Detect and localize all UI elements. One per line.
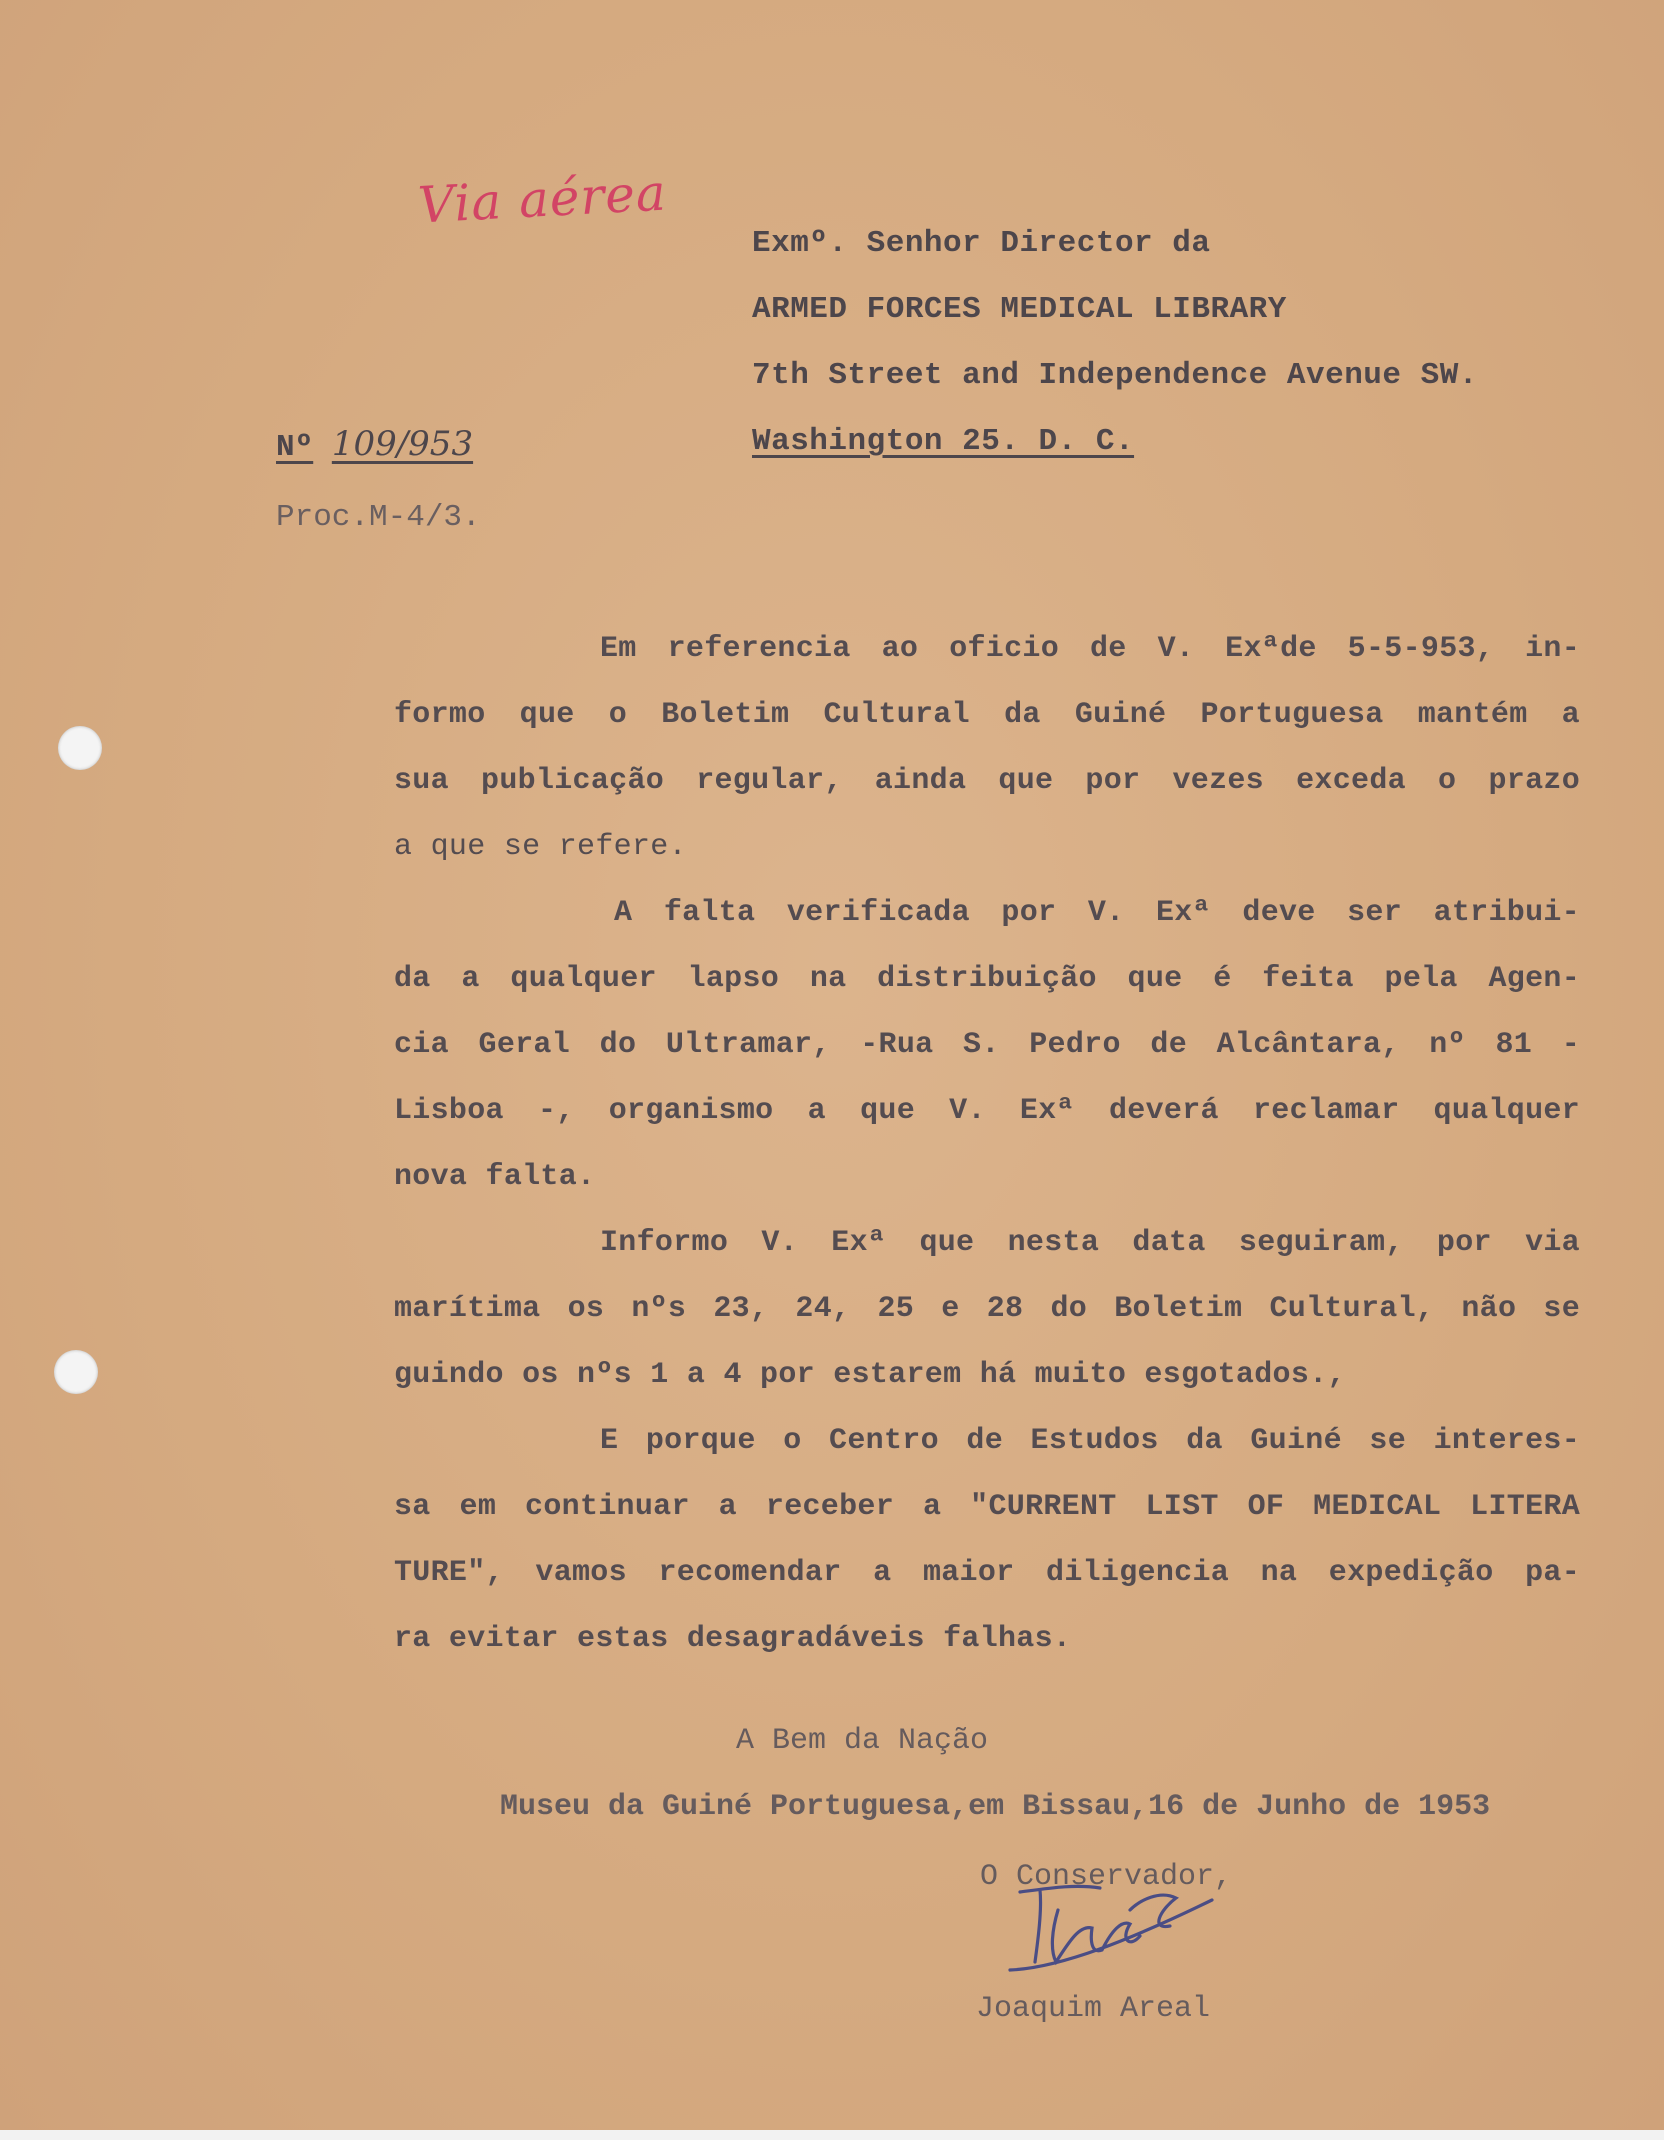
- signature-icon: [980, 1870, 1280, 1990]
- body-line: formo que o Boletim Cultural da Guiné Portuguesa mantém a: [394, 698, 1580, 732]
- body-line: sua publicação regular, ainda que por vezes exceda o prazo: [394, 764, 1580, 798]
- body-line: marítima os nºs 23, 24, 25 e 28 do Boletim Cultural, não se: [394, 1292, 1580, 1326]
- address-line-3: 7th Street and Independence Avenue SW.: [752, 358, 1478, 393]
- body-line: guindo os nºs 1 a 4 por estarem há muito esgotados.,: [394, 1358, 1346, 1392]
- address-line-1: Exmº. Senhor Director da: [752, 226, 1211, 261]
- body-line: A falta verificada por V. Exª deve ser atribui-: [614, 896, 1580, 930]
- body-line: Em referencia ao oficio de V. Exªde 5-5-953, in-: [600, 632, 1580, 666]
- handwritten-annotation: Via aérea: [416, 163, 668, 235]
- body-line: sa em continuar a receber a "CURRENT LIST OF MEDICAL LITERA: [394, 1490, 1580, 1524]
- punch-hole-top: [58, 726, 102, 770]
- body-line: nova falta.: [394, 1160, 596, 1194]
- closing-place-date: Museu da Guiné Portuguesa,em Bissau,16 de Junho de 1953: [500, 1790, 1491, 1824]
- body-line: ra evitar estas desagradáveis falhas.: [394, 1622, 1072, 1656]
- closing-salutation: A Bem da Nação: [736, 1724, 989, 1758]
- body-line: E porque o Centro de Estudos da Guiné se interes-: [600, 1424, 1580, 1458]
- scan-edge: [0, 2130, 1664, 2140]
- punch-hole-bottom: [54, 1350, 98, 1394]
- body-line: Lisboa -, organismo a que V. Exª deverá reclamar qualquer: [394, 1094, 1580, 1128]
- body-line: a que se refere.: [394, 830, 687, 864]
- address-line-2: ARMED FORCES MEDICAL LIBRARY: [752, 292, 1287, 327]
- body-line: da a qualquer lapso na distribuição que é feita pela Agen-: [394, 962, 1580, 996]
- body-line: Informo V. Exª que nesta data seguiram, por via: [600, 1226, 1580, 1260]
- reference-number-value: 109/953: [331, 424, 474, 464]
- address-line-4: Washington 25. D. C.: [752, 424, 1135, 459]
- closing-role: O Conservador,: [980, 1860, 1233, 1894]
- reference-number: [276, 424, 473, 465]
- process-reference: Proc.M-4/3.: [276, 500, 481, 535]
- signatory-name: Joaquim Areal: [976, 1992, 1211, 2026]
- body-line: cia Geral do Ultramar, -Rua S. Pedro de Alcântara, nº 81 -: [394, 1028, 1580, 1062]
- body-line: TURE", vamos recomendar a maior diligencia na expedição pa-: [394, 1556, 1580, 1590]
- reference-number-prefix: Nº: [276, 430, 314, 465]
